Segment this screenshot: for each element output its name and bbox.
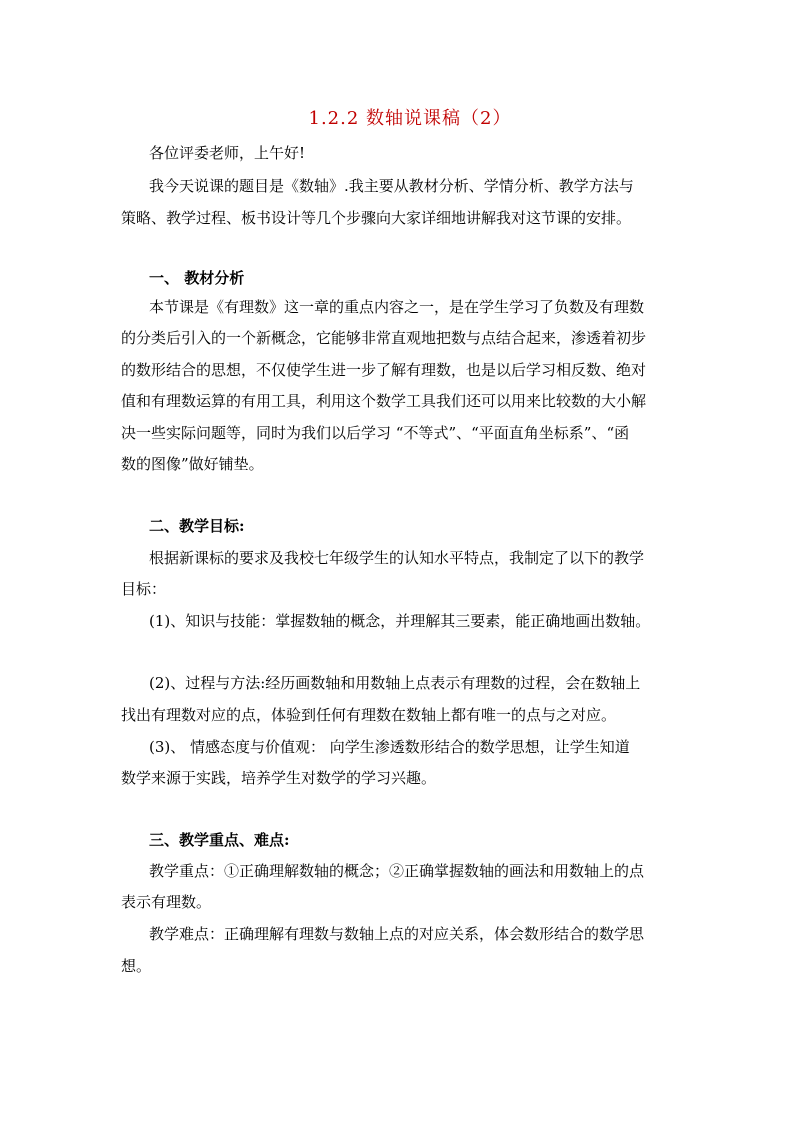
key-point-line-2: 表示有理数。 <box>121 893 212 911</box>
difficulty-line-1: 教学难点：正确理解有理数与数轴上点的对应关系，体会数形结合的数学思 <box>149 925 645 943</box>
section2-line-2: 目标： <box>121 580 167 598</box>
section2-heading: 二、教学目标: <box>149 517 245 535</box>
section3-heading: 三、教学重点、难点: <box>149 831 290 849</box>
goal-3-line-1: (3)、 情感态度与价值观： 向学生渗透数形结合的数学思想，让学生知道 <box>149 738 630 756</box>
section1-line-1: 本节课是《有理数》这一章的重点内容之一，是在学生学习了负数及有理数 <box>149 298 645 316</box>
section1-line-4: 值和有理数运算的有用工具，利用这个数学工具我们还可以用来比较数的大小解 <box>121 392 647 410</box>
intro-line-2: 策略、教学过程、板书设计等几个步骤向大家详细地讲解我对这节课的安排。 <box>121 209 632 227</box>
section1-line-5: 决一些实际问题等，同时为我们以后学习 “不等式”、“平面直角坐标系”、“函 <box>121 424 630 442</box>
goal-1: (1)、知识与技能：掌握数轴的概念，并理解其三要素，能正确地画出数轴。 <box>149 612 651 630</box>
goal-2-line-2: 找出有理数对应的点，体验到任何有理数在数轴上都有唯一的点与之对应。 <box>121 706 617 724</box>
difficulty-line-2: 想。 <box>121 957 152 975</box>
goal-3-line-2: 数学来源于实践，培养学生对数学的学习兴趣。 <box>121 769 437 787</box>
greeting: 各位评委老师，上午好! <box>149 144 306 162</box>
section1-heading: 一、 教材分析 <box>149 269 245 287</box>
section1-line-6: 数的图像”做好铺垫。 <box>121 455 264 473</box>
section1-line-3: 的数形结合的思想，不仅使学生进一步了解有理数，也是以后学习相反数、绝对 <box>121 361 647 379</box>
section1-line-2: 的分类后引入的一个新概念，它能够非常直观地把数与点结合起来，渗透着初步 <box>121 329 647 347</box>
key-point-line-1: 教学重点：①正确理解数轴的概念；②正确掌握数轴的画法和用数轴上的点 <box>149 862 645 880</box>
intro-line-1: 我今天说课的题目是《数轴》.我主要从教材分析、学情分析、教学方法与 <box>149 177 634 195</box>
section2-line-1: 根据新课标的要求及我校七年级学生的认知水平特点，我制定了以下的教学 <box>149 549 645 567</box>
goal-2-line-1: (2)、过程与方法:经历画数轴和用数轴上点表示有理数的过程，会在数轴上 <box>149 674 641 692</box>
document-title: 1.2.2 数轴说课稿（2） <box>308 108 512 129</box>
